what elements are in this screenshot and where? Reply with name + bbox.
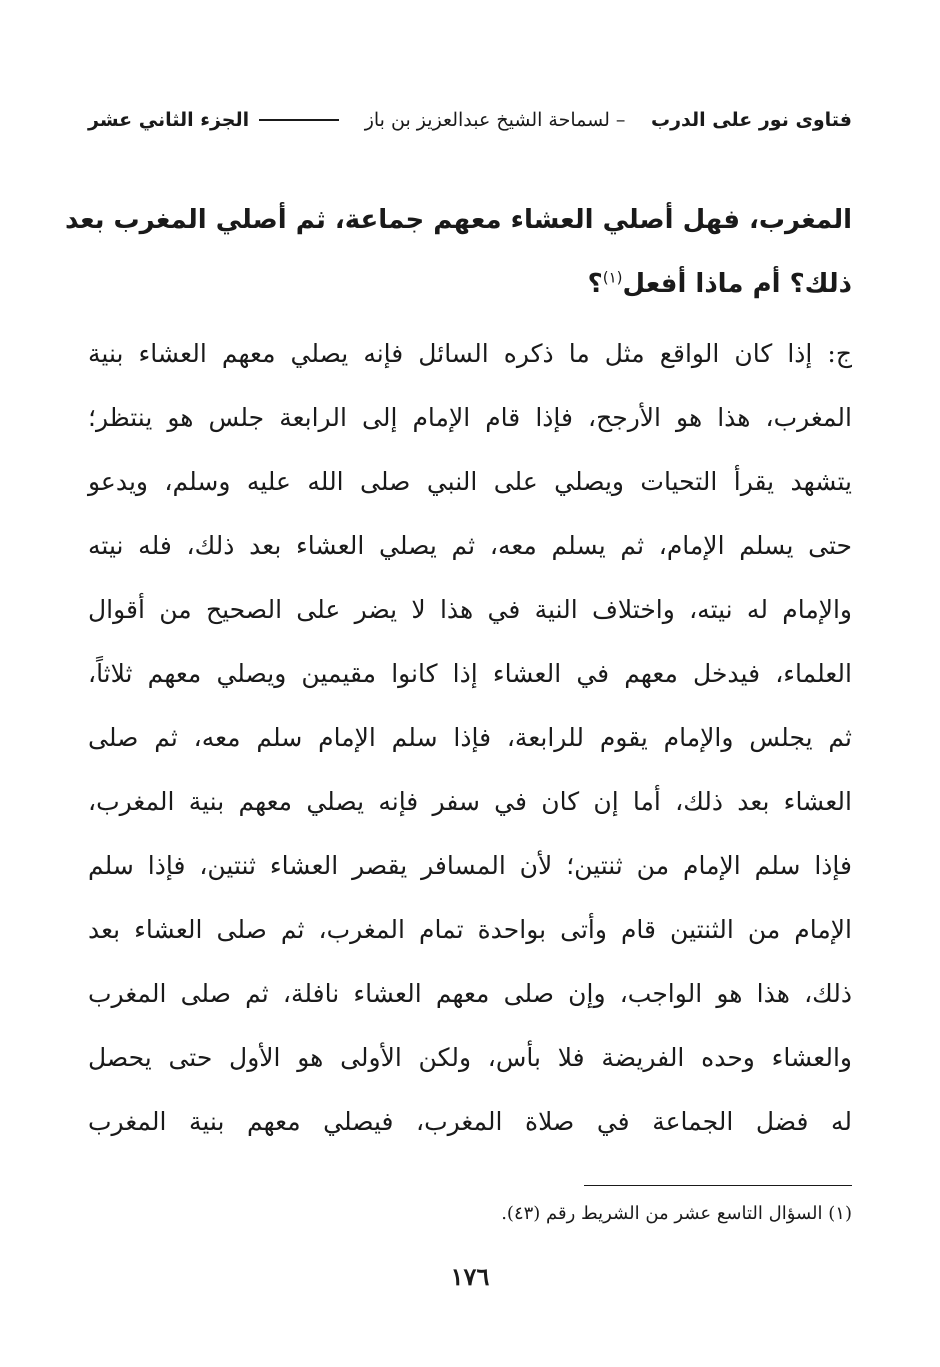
footnote: (١) السؤال التاسع عشر من الشريط رقم (٤٣). <box>501 1203 852 1224</box>
footnote-divider <box>584 1185 852 1186</box>
answer-line: فإذا سلم الإمام من ثنتين؛ لأن المسافر يقصر العشاء ثنتين، فإذا سلم <box>88 851 852 880</box>
answer-text <box>88 322 852 1154</box>
answer-line: له فضل الجماعة في صلاة المغرب، فيصلي معهم بنية المغرب <box>88 1107 852 1136</box>
answer-line: ثم يجلس والإمام يقوم للرابعة، فإذا سلم الإمام سلم معه، ثم صلى <box>88 723 852 752</box>
question-text <box>65 188 852 316</box>
question-line: المغرب، فهل أصلي العشاء معهم جماعة، ثم أصلي المغرب بعد <box>65 205 852 235</box>
answer-line: العلماء، فيدخل معهم في العشاء إذا كانوا مقيمين ويصلي معهم ثلاثاً، <box>88 659 852 688</box>
answer-line: يتشهد يقرأ التحيات ويصلي على النبي صلى الله عليه وسلم، ويدعو <box>88 467 852 496</box>
answer-line: والعشاء وحده الفريضة فلا بأس، ولكن الأولى هو الأول حتى يحصل <box>88 1043 852 1072</box>
answer-line: ج: إذا كان الواقع مثل ما ذكره السائل فإنه يصلي معهم العشاء بنية <box>88 339 852 368</box>
running-header <box>88 100 852 140</box>
author-name: – لسماحة الشيخ عبدالعزيز بن باز <box>364 109 626 131</box>
answer-line: والإمام له نيته، واختلاف النية في هذا لا يضر على الصحيح من أقوال <box>88 595 852 624</box>
answer-line: حتى يسلم الإمام، ثم يسلم معه، ثم يصلي العشاء بعد ذلك، فله نيته <box>88 531 852 560</box>
answer-line: الإمام من الثنتين قام وأتى بواحدة تمام المغرب، ثم صلى العشاء بعد <box>88 915 852 944</box>
header-volume-group <box>88 109 339 131</box>
volume-label: الجزء الثاني عشر <box>88 109 250 131</box>
answer-line: العشاء بعد ذلك، أما إن كان في سفر فإنه يصلي معهم بنية المغرب، <box>88 787 852 816</box>
page-number: ١٧٦ <box>450 1262 490 1291</box>
question-line-text: ذلك؟ أم ماذا أفعل <box>622 269 852 299</box>
answer-line: المغرب، هذا هو الأرجح، فإذا قام الإمام إلى الرابعة جلس هو ينتظر؛ <box>88 403 852 432</box>
question-end-mark: ؟ <box>587 269 603 299</box>
book-title: فتاوى نور على الدرب <box>651 109 852 131</box>
header-separator <box>259 119 339 121</box>
footnote-marker: (١) <box>602 268 623 287</box>
answer-line: ذلك، هذا هو الواجب، وإن صلى معهم العشاء نافلة، ثم صلى المغرب <box>88 979 852 1008</box>
question-line <box>88 252 852 316</box>
